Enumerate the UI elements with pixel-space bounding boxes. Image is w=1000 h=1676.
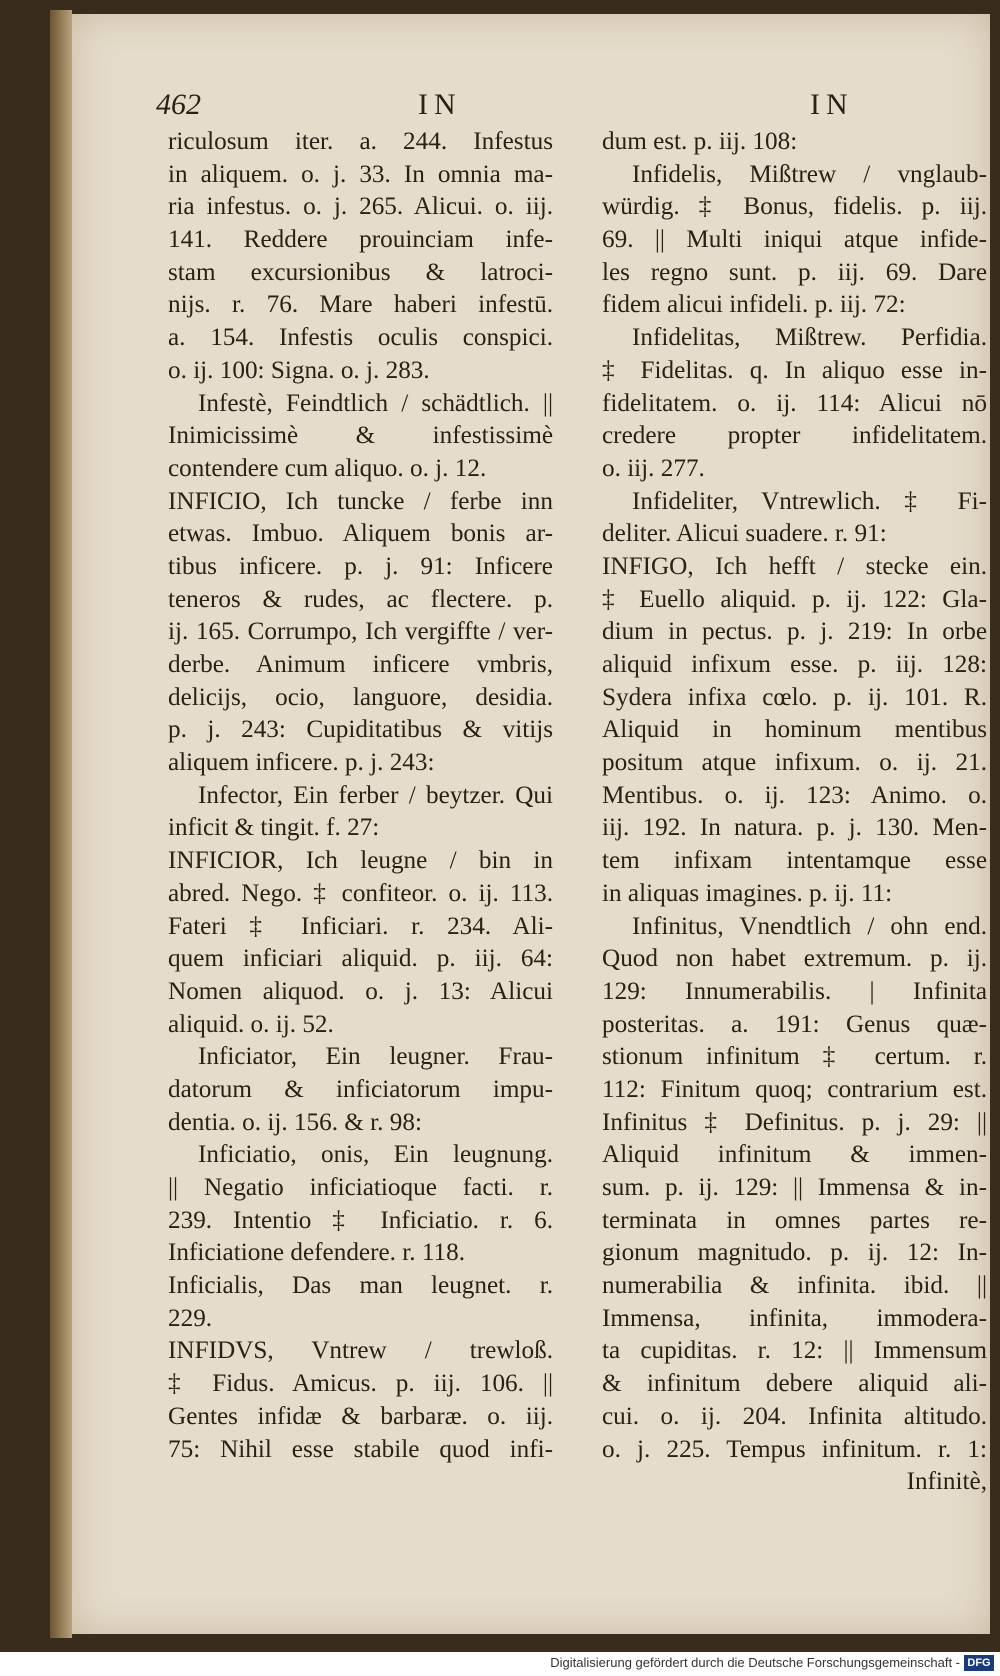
text-line: Inficialis, Das man leugnet. r.: [168, 1272, 553, 1300]
text-line: Infinitus, Vnendtlich / ohn end.: [632, 912, 987, 940]
text-line: Infestè, Feindtlich / schädtlich. ||: [198, 389, 553, 417]
text-line: deliter. Alicui suadere. r. 91:: [602, 520, 887, 548]
text-line: p. j. 243: Cupiditatibus & vitijs: [168, 716, 553, 744]
running-head-right: IN: [810, 88, 854, 121]
text-line: gionum magnitudo. p. ij. 12: In-: [602, 1239, 987, 1267]
text-line: Inficiatione defendere. r. 118.: [168, 1239, 465, 1267]
text-line: ria infestus. o. j. 265. Alicui. o. iij.: [168, 193, 553, 221]
text-line: contendere cum aliquo. o. j. 12.: [168, 454, 487, 482]
text-line: iij. 192. In natura. p. j. 130. Men-: [602, 814, 987, 842]
text-line: delicijs, ocio, languore, desidia.: [168, 683, 553, 711]
text-line: Immensa, infinita, immodera-: [602, 1304, 987, 1332]
text-line: 129: Innumerabilis. | Infinita: [602, 977, 987, 1005]
text-line: inficit & tingit. f. 27:: [168, 814, 380, 842]
text-line: ‡ Euello aliquid. p. ij. 122: Gla-: [602, 585, 987, 613]
text-line: Infideliter, Vntrewlich. ‡ Fi-: [632, 487, 987, 515]
text-line: numerabilia & infinita. ibid. ||: [602, 1272, 987, 1300]
text-line: Aliquid infinitum & immen-: [602, 1141, 987, 1169]
text-line: dentia. o. ij. 156. & r. 98:: [168, 1108, 422, 1136]
text-line: 229.: [168, 1304, 213, 1332]
text-line: Infinitus ‡ Definitus. p. j. 29: ||: [602, 1108, 987, 1136]
text-line: 69. || Multi iniqui atque infide-: [602, 226, 987, 254]
text-line: in aliquem. o. j. 33. In omnia ma-: [168, 160, 553, 188]
text-line: o. ij. 100: Signa. o. j. 283.: [168, 356, 430, 384]
text-line: INFICIO, Ich tuncke / ferbe inn: [168, 487, 553, 515]
text-line: 112: Finitum quoq; contrarium est.: [602, 1075, 987, 1103]
text-line: fidelitatem. o. ij. 114: Alicui nō: [602, 389, 987, 417]
text-line: Fateri ‡ Inficiari. r. 234. Ali-: [168, 912, 553, 940]
text-line: 141. Reddere prouinciam infe-: [168, 226, 553, 254]
text-line: aliquem inficere. p. j. 243:: [168, 749, 435, 777]
book-page: [72, 14, 990, 1634]
text-line: datorum & inficiatorum impu-: [168, 1075, 553, 1103]
text-line: dium in pectus. p. j. 219: In orbe: [602, 618, 987, 646]
text-line: sum. p. ij. 129: || Immensa & in-: [602, 1174, 987, 1201]
text-line: derbe. Animum inficere vmbris,: [168, 651, 553, 678]
text-line: 239. Intentio ‡ Inficiatio. r. 6.: [168, 1206, 553, 1234]
text-line: Infector, Ein ferber / beytzer. Qui: [198, 781, 553, 809]
right-text-column: [602, 126, 987, 1499]
text-line: INFIGO, Ich hefft / stecke ein.: [602, 552, 987, 580]
text-line: ‡ Fidus. Amicus. p. iij. 106. ||: [168, 1370, 553, 1398]
running-head-left: IN: [418, 88, 462, 121]
text-line: Sydera infixa cœlo. p. ij. 101. R.: [602, 683, 987, 711]
text-line: a. 154. Infestis oculis conspici.: [168, 324, 553, 352]
text-line: teneros & rudes, ac flectere. p.: [168, 585, 553, 613]
text-line: ‡ Fidelitas. q. In aliquo esse in-: [602, 356, 987, 384]
text-line: Inficiatio, onis, Ein leugnung.: [198, 1141, 553, 1169]
text-line: Inimicissimè & infestissimè: [168, 422, 553, 450]
footer-bar: [0, 1652, 1000, 1676]
text-line: cui. o. ij. 204. Infinita altitudo.: [602, 1402, 987, 1430]
text-line: stionum infinitum ‡ certum. r.: [602, 1043, 987, 1071]
text-line: o. iij. 277.: [602, 454, 705, 482]
text-line: aliquid. o. ij. 52.: [168, 1010, 334, 1038]
text-line: quem inficiari aliquid. p. iij. 64:: [168, 945, 553, 973]
text-line: riculosum iter. a. 244. Infestus: [168, 128, 553, 155]
page-number: 462: [156, 88, 201, 121]
left-text-column: [168, 126, 553, 1466]
text-line: ij. 165. Corrumpo, Ich vergiffte / ver-: [168, 618, 553, 646]
text-line: etwas. Imbuo. Aliquem bonis ar-: [168, 520, 553, 548]
text-line: stam excursionibus & latroci-: [168, 258, 553, 286]
text-line: würdig. ‡ Bonus, fidelis. p. iij.: [602, 193, 987, 221]
text-line: & infinitum debere aliquid ali-: [602, 1370, 987, 1398]
text-line: in aliquas imagines. p. ij. 11:: [602, 879, 893, 907]
text-line: Quod non habet extremum. p. ij.: [602, 945, 987, 973]
text-line: ta cupiditas. r. 12: || Immensum: [602, 1337, 987, 1365]
text-line: INFIDVS, Vntrew / trewloß.: [168, 1337, 553, 1365]
text-line: || Negatio inficiatioque facti. r.: [168, 1174, 553, 1201]
text-line: Mentibus. o. ij. 123: Animo. o.: [602, 781, 987, 809]
text-line: o. j. 225. Tempus infinitum. r. 1:: [602, 1435, 987, 1463]
page-header: [72, 88, 990, 128]
text-line: Nomen aliquod. o. j. 13: Alicui: [168, 977, 553, 1005]
text-line: fidem alicui infideli. p. iij. 72:: [602, 291, 906, 319]
text-line: Gentes infidæ & barbaræ. o. iij.: [168, 1402, 553, 1430]
dfg-logo: DFG: [964, 1655, 994, 1671]
text-line: Inficiator, Ein leugner. Frau-: [198, 1043, 553, 1071]
text-line: posteritas. a. 191: Genus quæ-: [602, 1010, 987, 1038]
text-line: terminata in omnes partes re-: [602, 1206, 987, 1234]
text-line: INFICIOR, Ich leugne / bin in: [168, 847, 553, 875]
text-line: les regno sunt. p. iij. 69. Dare: [602, 258, 987, 286]
text-line: tibus inficere. p. j. 91: Inficere: [168, 552, 553, 580]
text-line: positum atque infixum. o. ij. 21.: [602, 749, 987, 777]
funding-notice: Digitalisierung gefördert durch die Deutsche Forschungsgemeinschaft -: [550, 1655, 960, 1670]
text-line: Infidelis, Mißtrew / vnglaub-: [632, 160, 987, 188]
text-line: 75: Nihil esse stabile quod infi-: [168, 1435, 553, 1463]
text-line: abred. Nego. ‡ confiteor. o. ij. 113.: [168, 879, 553, 907]
text-line: Infidelitas, Mißtrew. Perfidia.: [632, 324, 987, 352]
text-line: credere propter infidelitatem.: [602, 422, 987, 450]
text-line: dum est. p. iij. 108:: [602, 128, 798, 155]
page-edge: [50, 10, 72, 1638]
text-line: Infinitè,: [906, 1468, 987, 1496]
text-line: nijs. r. 76. Mare haberi infestū.: [168, 291, 553, 319]
text-line: tem infixam intentamque esse: [602, 847, 987, 875]
text-line: aliquid infixum esse. p. iij. 128:: [602, 651, 987, 678]
text-line: Aliquid in hominum mentibus: [602, 716, 987, 744]
